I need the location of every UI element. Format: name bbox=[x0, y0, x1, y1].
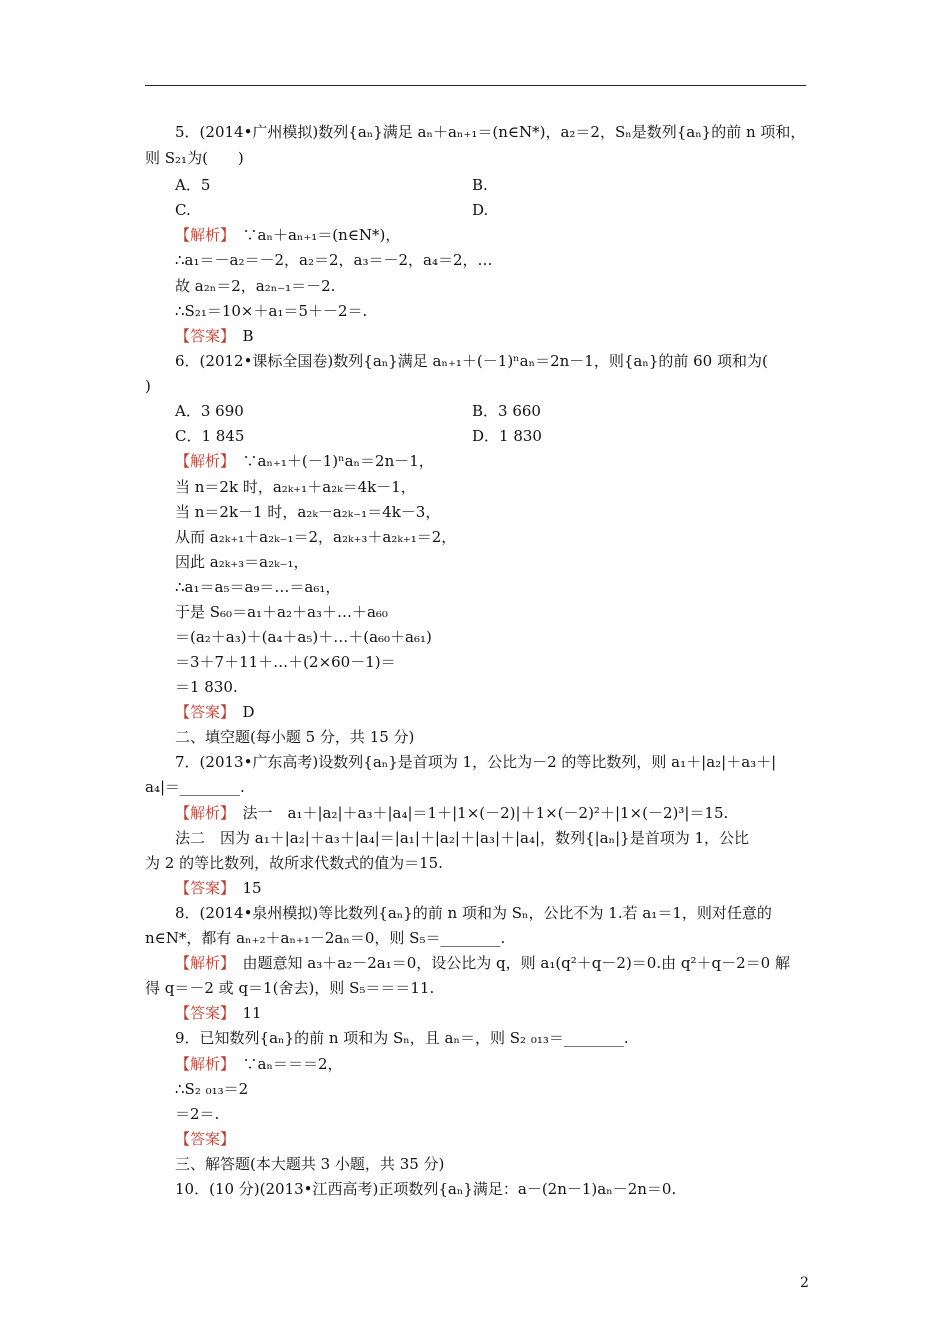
line-text: 5．(2014•广州模拟)数列{aₙ}满足 aₙ＋aₙ₊₁＝(n∈N*)，a₂＝2，Sₙ是数列{aₙ}的前 n 项和， bbox=[175, 123, 806, 141]
text-line bbox=[175, 1003, 262, 1023]
line-text: A．5 bbox=[175, 176, 211, 194]
section-tag: 【答案】 bbox=[175, 879, 228, 897]
text-line bbox=[145, 853, 443, 873]
section-tag: 【答案】 bbox=[175, 1130, 236, 1148]
text-line bbox=[175, 225, 400, 245]
text-line bbox=[175, 953, 790, 973]
text-line bbox=[175, 878, 262, 898]
text-line bbox=[175, 903, 772, 923]
line-text: C. bbox=[175, 201, 191, 219]
text-line bbox=[175, 1054, 343, 1074]
text-line bbox=[145, 148, 244, 168]
text-line bbox=[175, 1028, 629, 1048]
text-line bbox=[175, 326, 254, 346]
line-text: ∴S₂₁＝10×＋a₁＝5＋－2＝. bbox=[175, 302, 368, 320]
line-text: ＝3＋7＋11＋…＋(2×60－1)＝ bbox=[175, 653, 396, 671]
text-line bbox=[175, 652, 396, 672]
text-line bbox=[175, 1179, 676, 1199]
text-line bbox=[145, 928, 505, 948]
section-tag: 【答案】 bbox=[175, 1004, 228, 1022]
line-text: 则 S₂₁为( ) bbox=[145, 149, 244, 167]
text-line bbox=[175, 803, 728, 823]
text-line bbox=[175, 752, 776, 772]
line-text: 从而 a₂ₖ₊₁＋a₂ₖ₋₁＝2，a₂ₖ₊₃＋a₂ₖ₊₁＝2， bbox=[175, 528, 457, 546]
line-text: C．1 845 bbox=[175, 427, 245, 445]
text-line bbox=[175, 602, 388, 622]
text-line bbox=[175, 1129, 235, 1149]
text-line bbox=[175, 627, 432, 647]
text-line bbox=[472, 175, 488, 195]
text-line bbox=[175, 122, 805, 142]
text-line bbox=[175, 1104, 219, 1124]
line-text: ) bbox=[145, 377, 151, 395]
line-text: 法二 因为 a₁＋|a₂|＋a₃＋|a₄|＝|a₁|＋|a₂|＋|a₃|＋|a₄|，数列{|aₙ|}是首项为 1，公比 bbox=[175, 829, 750, 847]
text-line bbox=[175, 502, 440, 522]
line-text: ∵aₙ＋aₙ₊₁＝(n∈N*)， bbox=[227, 226, 401, 244]
line-text: 因此 a₂ₖ₊₃＝a₂ₖ₋₁， bbox=[175, 553, 309, 571]
text-line bbox=[175, 200, 191, 220]
text-line bbox=[175, 401, 244, 421]
text-line bbox=[175, 301, 367, 321]
line-text: 9．已知数列{aₙ}的前 n 项和为 Sₙ，且 aₙ＝，则 S₂ ₀₁₃＝________. bbox=[175, 1029, 629, 1047]
line-text: B. bbox=[472, 176, 488, 194]
page-number: 2 bbox=[800, 1275, 809, 1291]
line-text: B bbox=[227, 327, 254, 345]
line-text: a₄|＝________. bbox=[145, 778, 245, 796]
line-text: n∈N*，都有 aₙ₊₂＋aₙ₊₁－2aₙ＝0，则 S₅＝________. bbox=[145, 929, 506, 947]
text-line bbox=[145, 376, 151, 396]
line-text: B．3 660 bbox=[472, 402, 541, 420]
text-line bbox=[175, 175, 210, 195]
text-line bbox=[175, 276, 335, 296]
line-text: 当 n＝2k 时，a₂ₖ₊₁＋a₂ₖ＝4k－1， bbox=[175, 478, 416, 496]
line-text: ＝2＝. bbox=[175, 1105, 220, 1123]
line-text: A．3 690 bbox=[175, 402, 244, 420]
line-text: 法一 a₁＋|a₂|＋a₃＋|a₄|＝1＋|1×(－2)|＋1×(－2)²＋|1×(－2)³|＝15. bbox=[227, 804, 729, 822]
line-text: ∴a₁＝a₅＝a₉＝…＝a₆₁， bbox=[175, 578, 341, 596]
line-text: D. bbox=[472, 201, 489, 219]
section-tag: 【解析】 bbox=[175, 226, 228, 244]
section-tag: 【解析】 bbox=[175, 954, 228, 972]
line-text: 10．(10 分)(2013•江西高考)正项数列{aₙ}满足：a－(2n－1)aₙ－2n＝0. bbox=[175, 1180, 677, 1198]
text-line bbox=[175, 250, 493, 270]
text-line bbox=[175, 527, 456, 547]
section-tag: 【解析】 bbox=[175, 1055, 228, 1073]
section-tag: 【解析】 bbox=[175, 804, 228, 822]
line-text: ∴a₁＝－a₂＝－2，a₂＝2，a₃＝－2，a₄＝2，… bbox=[175, 251, 493, 269]
section-tag: 【答案】 bbox=[175, 703, 228, 721]
line-text: ＝1 830. bbox=[175, 678, 238, 696]
text-line bbox=[472, 401, 541, 421]
header-rule bbox=[145, 85, 806, 86]
text-line bbox=[175, 477, 416, 497]
text-line bbox=[175, 727, 414, 747]
text-line bbox=[175, 552, 308, 572]
text-line bbox=[145, 777, 245, 797]
text-line bbox=[175, 677, 238, 697]
line-text: 三、解答题(本大题共 3 小题，共 35 分) bbox=[175, 1155, 445, 1173]
line-text: 11 bbox=[227, 1004, 262, 1022]
line-text: 由题意知 a₃＋a₂－2a₁＝0，设公比为 q，则 a₁(q²＋q－2)＝0.由 q²＋q－2＝0 解 bbox=[227, 954, 790, 972]
text-line bbox=[175, 828, 749, 848]
line-text: 故 a₂ₙ＝2，a₂ₙ₋₁＝－2. bbox=[175, 277, 336, 295]
text-line bbox=[175, 577, 340, 597]
text-line bbox=[145, 978, 434, 998]
text-line bbox=[175, 451, 434, 471]
line-text: 8．(2014•泉州模拟)等比数列{aₙ}的前 n 项和为 Sₙ，公比不为 1.若 a₁＝1，则对任意的 bbox=[175, 904, 772, 922]
text-line bbox=[175, 351, 768, 371]
line-text: ∴S₂ ₀₁₃＝2 bbox=[175, 1080, 249, 1098]
text-line bbox=[175, 426, 244, 446]
line-text: D．1 830 bbox=[472, 427, 542, 445]
text-line bbox=[175, 1154, 444, 1174]
text-line bbox=[175, 1079, 248, 1099]
section-tag: 【答案】 bbox=[175, 327, 228, 345]
text-line bbox=[175, 702, 255, 722]
line-text: 当 n＝2k－1 时，a₂ₖ－a₂ₖ₋₁＝4k－3， bbox=[175, 503, 441, 521]
text-line bbox=[472, 426, 542, 446]
line-text: 7．(2013•广东高考)设数列{aₙ}是首项为 1，公比为－2 的等比数列，则 a₁＋|a₂|＋a₃＋| bbox=[175, 753, 777, 771]
line-text: ∵aₙ₊₁＋(－1)ⁿaₙ＝2n－1， bbox=[227, 452, 434, 470]
line-text: 得 q＝－2 或 q＝1(舍去)，则 S₅＝＝＝11. bbox=[145, 979, 435, 997]
line-text: 于是 S₆₀＝a₁＋a₂＋a₃＋…＋a₆₀ bbox=[175, 603, 388, 621]
line-text: 6．(2012•课标全国卷)数列{aₙ}满足 aₙ₊₁＋(－1)ⁿaₙ＝2n－1，则{aₙ}的前 60 项和为( bbox=[175, 352, 768, 370]
line-text: ∵aₙ＝＝＝2， bbox=[227, 1055, 343, 1073]
line-text: 15 bbox=[227, 879, 262, 897]
line-text: D bbox=[227, 703, 255, 721]
section-tag: 【解析】 bbox=[175, 452, 228, 470]
text-line bbox=[472, 200, 488, 220]
line-text: 为 2 的等比数列，故所求代数式的值为＝15. bbox=[145, 854, 443, 872]
line-text: ＝(a₂＋a₃)＋(a₄＋a₅)＋…＋(a₆₀＋a₆₁) bbox=[175, 628, 432, 646]
line-text: 二、填空题(每小题 5 分，共 15 分) bbox=[175, 728, 415, 746]
